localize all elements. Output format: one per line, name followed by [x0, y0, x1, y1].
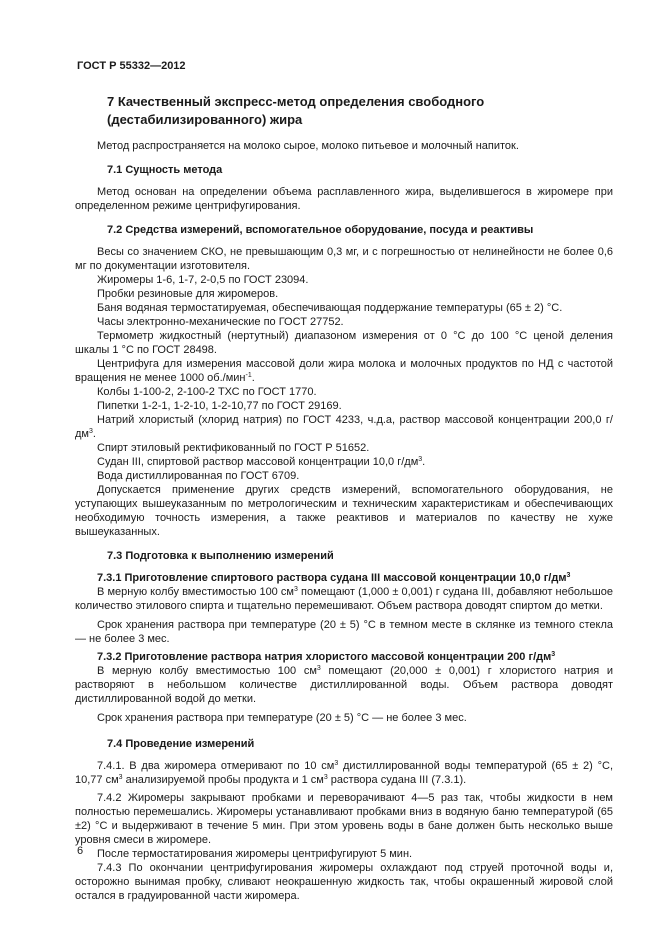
item-pipettes: Пипетки 1-2-1, 1-2-10, 1-2-10,77 по ГОСТ 29169. [97, 400, 342, 412]
section-7-3-1-para-1: В мерную колбу вместимостью 100 $см^3$ помещают (1,000 ± 0,001) г судана III, добавляют небольшое количество этилового спирта и тщательно перемешивают. Объем раствора доводят спиртом до метки. [75, 586, 613, 612]
item-centrifuge: Центрифуга для измерения массовой доли жира молока и молочных продуктов по НД с частотой вращения не менее 1000 об./мин$^{-1}$. [75, 358, 613, 384]
item-bath: Баня водяная термостатируемая, обеспечивающая поддержание температуры (65 ± 2) °С. [97, 302, 563, 314]
section-7-4-title: 7.4 Проведение измерений [107, 738, 255, 750]
section-7-1-title: 7.1 Сущность метода [107, 164, 223, 176]
section-7-3-title: 7.3 Подготовка к выполнению измерений [107, 550, 334, 562]
item-clock: Часы электронно-механические по ГОСТ 27752. [97, 316, 344, 328]
section-7-3-2-para-1: В мерную колбу вместимостью 100 $см^3$ помещают (20,000 ± 0,001) г хлористого натрия и растворяют в небольшом количестве дистиллированной воды. Объем раствора доводят дистиллированной водой до метки. [75, 665, 613, 705]
item-thermometer: Термометр жидкостный (нертутный) диапазоном измерения от 0 °С до 100 °С ценой деления шкалы 1 °С по ГОСТ 28498. [75, 330, 613, 356]
section-7-4-3: 7.4.3 По окончании центрифугирования жиромеры охлаждают под струей проточной воды и, осторожно вынимая пробку, сливают неокрашенную жидкость так, чтобы окрашенный жировой слой остался в градуированной части жиромера. [75, 862, 613, 902]
item-butyrometers: Жиромеры 1-6, 1-7, 2-0,5 по ГОСТ 23094. [97, 274, 309, 286]
section-7-1-text: Метод основан на определении объема расплавленного жира, выделившегося в жиромере при определенном режиме центрифугирования. [75, 186, 613, 212]
item-flasks: Колбы 1-100-2, 2-100-2 ТХС по ГОСТ 1770. [97, 386, 317, 398]
item-scales: Весы со значением СКО, не превышающим 0,3 мг, и с погрешностью от нелинейности не более 0,6 мг по документации изготовителя. [75, 246, 613, 272]
section-7-4-2-after: После термостатирования жиромеры центрифугируют 5 мин. [97, 848, 413, 860]
page-number: 6 [77, 845, 84, 857]
section-7-scope: Метод распространяется на молоко сырое, молоко питьевое и молочный напиток. [97, 140, 519, 152]
item-ethanol: Спирт этиловый ректификованный по ГОСТ Р 51652. [97, 442, 370, 454]
section-7-3-1-title: 7.3.1 Приготовление спиртового раствора судана III массовой концентрации 10,0 $г/дм^3$ [97, 572, 571, 584]
item-stoppers: Пробки резиновые для жиромеров. [97, 288, 279, 300]
page-content [75, 93, 613, 903]
section-7-2-title: 7.2 Средства измерений, вспомогательное оборудование, посуда и реактивы [107, 224, 534, 236]
section-7-title: 7 Качественный экспресс-метод определения свободного (дестабилизированного) жира [107, 94, 485, 127]
section-7-4-2: 7.4.2 Жиромеры закрывают пробками и переворачивают 4—5 раз так, чтобы жидкости в нем полностью перемешались. Жиромеры устанавливают пробками вниз в водяную баню температурой (65 ±2) °С и выдерживают в течение 5 мин. При этом уровень воды в бане должен быть несколько выше уровня смеси в жиромере. [75, 792, 613, 846]
standard-header: ГОСТ Р 55332—2012 [77, 60, 186, 72]
item-water: Вода дистиллированная по ГОСТ 6709. [97, 470, 300, 482]
section-7-4-1: 7.4.1. В два жиромера отмеривают по 10 $см^3$ дистиллированной воды температурой (65 ± 2) °С, 10,77 $см^3$ анализируемой пробы продукта и 1 $см^3$ раствора судана III (7.3.1). [75, 760, 613, 786]
item-sudan: Судан III, спиртовой раствор массовой концентрации 10,0 $г/дм^3$. [97, 456, 426, 468]
section-7-3-2-title: 7.3.2 Приготовление раствора натрия хлористого массовой концентрации 200 $г/дм^3$ [97, 651, 556, 663]
item-allowance: Допускается применение других средств измерений, вспомогательного оборудования, не уступающих вышеуказанным по метрологическим и техническим характеристикам и обеспечивающих необходимую точность измерения, а также реактивов и материалов по качеству не хуже вышеуказанных. [75, 484, 613, 538]
item-sodium-chloride: Натрий хлористый (хлорид натрия) по ГОСТ 4233, ч.д.а, раствор массовой концентрации 200,0 $г/дм^3$. [75, 414, 613, 440]
section-7-3-1-para-2: Срок хранения раствора при температуре (20 ± 5) °С в темном месте в склянке из темного стекла — не более 3 мес. [75, 619, 613, 645]
section-7-3-2-para-2: Срок хранения раствора при температуре (20 ± 5) °С — не более 3 мес. [97, 712, 467, 724]
